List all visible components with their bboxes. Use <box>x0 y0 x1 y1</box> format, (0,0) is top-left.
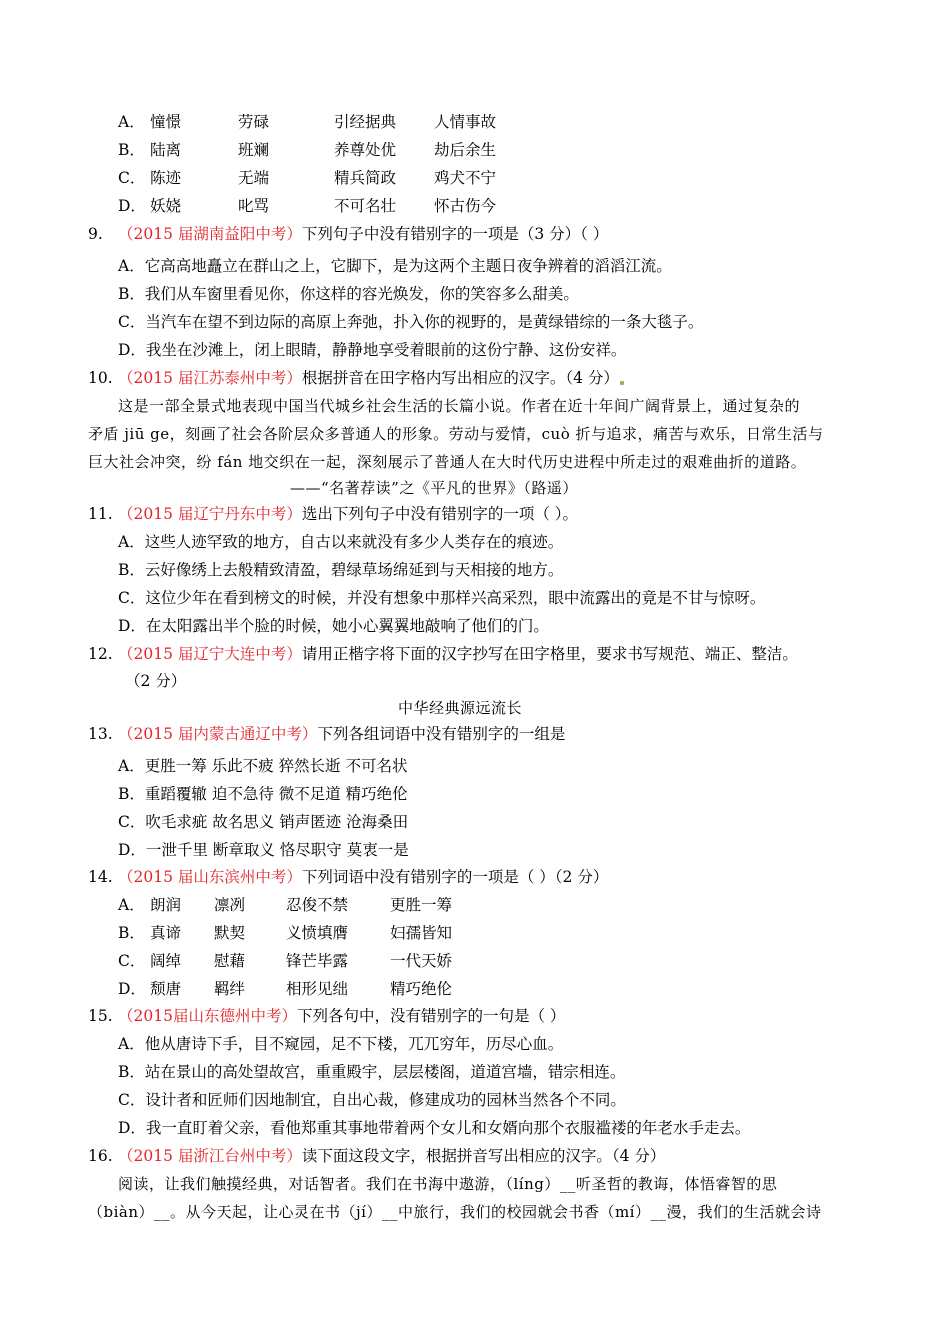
word: 陆离 <box>150 141 182 159</box>
question-stem: 下列句子中没有错别字的一项是（3 分）（ ） <box>301 225 609 243</box>
question-15-header <box>88 1005 565 1027</box>
q10-paragraph-line-3: 巨大社会冲突，纷 fán 地交织在一起，深刻展示了普通人在大时代历史进程中所走过的艰难曲折的道路。 <box>88 453 807 471</box>
word: 更胜一筹 <box>390 896 453 914</box>
q10-attribution: ——“名著荐读”之《平凡的世界》（路遥） <box>290 479 578 497</box>
word: 相形见绌 <box>286 980 349 998</box>
word: 劳碌 <box>238 113 270 131</box>
q11-option-a: A．这些人迹罕致的地方，自古以来就没有多少人类存在的痕迹。 <box>118 533 564 551</box>
question-number: 14. <box>88 868 113 886</box>
word: 朗润 <box>150 896 182 914</box>
option-letter: A． <box>118 896 145 914</box>
question-source: （2015 届浙江台州中考） <box>118 1147 302 1165</box>
option-letter: A． <box>118 113 145 131</box>
word: 阔绰 <box>150 952 182 970</box>
word: 精兵简政 <box>334 169 397 187</box>
word: 默契 <box>214 924 246 942</box>
word: 忍俊不禁 <box>286 896 349 914</box>
word: 憧憬 <box>150 113 182 131</box>
q15-option-d: D．我一直盯着父亲，看他郑重其事地带着两个女儿和女婿向那个衣服褴褛的年老水手走去。 <box>118 1119 751 1137</box>
question-10-header <box>88 367 625 389</box>
question-source: （2015 届湖南益阳中考） <box>118 225 302 243</box>
word: 不可名壮 <box>334 197 397 215</box>
question-9-header <box>88 223 608 245</box>
question-stem: 下列各句中，没有错别字的一句是（ ） <box>296 1007 566 1025</box>
question-stem: 读下面这段文字，根据拼音写出相应的汉字。（4 分） <box>301 1147 666 1165</box>
question-source: （2015 届内蒙古通辽中考） <box>118 725 318 743</box>
option-letter: C． <box>118 952 146 970</box>
question-12-header <box>88 643 798 665</box>
word: 陈迹 <box>150 169 182 187</box>
q9-option-d: D．我坐在沙滩上，闭上眼睛，静静地享受着眼前的这份宁静、这份安祥。 <box>118 341 627 359</box>
question-stem: 下列各组词语中没有错别字的一组是 <box>317 725 566 743</box>
q14-option-d <box>118 978 452 1000</box>
question-source: （2015 届江苏泰州中考） <box>118 369 302 387</box>
word: 妇孺皆知 <box>390 924 453 942</box>
word: 怀古伤今 <box>434 197 497 215</box>
q15-option-c: C．设计者和匠师们因地制宜，自出心裁，修建成功的园林当然各个不同。 <box>118 1091 626 1109</box>
q16-paragraph-line-2: （biàn）__。从今天起，让心灵在书（jí）__中旅行，我们的校园就会书香（mí）__漫，我们的生活就会诗 <box>88 1203 822 1221</box>
q12-copy-text: 中华经典源远流长 <box>398 699 523 717</box>
word: 叱骂 <box>238 197 270 215</box>
q14-option-a <box>118 894 452 916</box>
option-letter: B． <box>118 924 145 942</box>
question-11-header <box>88 503 578 525</box>
question-14-header <box>88 866 608 888</box>
option-letter: C． <box>118 169 146 187</box>
q13-option-a: A．更胜一筹 乐此不疲 猝然长逝 不可名状 <box>118 757 408 775</box>
question-source: （2015 届辽宁大连中考） <box>118 645 302 663</box>
q11-option-b: B．云好像绣上去般精致清盈，碧绿草场绵延到与天相接的地方。 <box>118 561 564 579</box>
marker-dot <box>620 381 624 385</box>
word: 真谛 <box>150 924 182 942</box>
word: 凛冽 <box>214 896 246 914</box>
question-number: 13. <box>88 725 113 743</box>
q13-option-b: B．重蹈覆辙 迫不急待 微不足道 精巧绝伦 <box>118 785 408 803</box>
word: 养尊处优 <box>334 141 397 159</box>
word: 羁绊 <box>214 980 246 998</box>
question-16-header <box>88 1145 665 1167</box>
word: 精巧绝伦 <box>390 980 453 998</box>
question-number: 15. <box>88 1007 113 1025</box>
q8-option-c <box>118 167 496 189</box>
word: 无端 <box>238 169 270 187</box>
question-number: 12. <box>88 645 113 663</box>
question-stem: 请用正楷字将下面的汉字抄写在田字格里，要求书写规范、端正、整洁。 <box>301 645 798 663</box>
question-stem: 根据拼音在田字格内写出相应的汉字。（4 分） <box>301 369 619 387</box>
q8-option-d <box>118 195 496 217</box>
question-source: （2015 届辽宁丹东中考） <box>118 505 302 523</box>
word: 锋芒毕露 <box>286 952 349 970</box>
q11-option-d: D．在太阳露出半个脸的时候，她小心翼翼地敲响了他们的门。 <box>118 617 549 635</box>
q13-option-c: C．吹毛求疵 故名思义 销声匿迹 沧海桑田 <box>118 813 409 831</box>
word: 劫后余生 <box>434 141 497 159</box>
q12-score: （2 分） <box>125 672 187 690</box>
word: 义愤填膺 <box>286 924 349 942</box>
q9-option-b: B．我们从车窗里看见你，你这样的容光焕发，你的笑容多么甜美。 <box>118 285 579 303</box>
q16-paragraph-line-1: 阅读，让我们触摸经典，对话智者。我们在书海中遨游，（líng）__听圣哲的教诲，体悟睿智的思 <box>118 1175 778 1193</box>
q14-option-c <box>118 950 452 972</box>
option-letter: D． <box>118 980 146 998</box>
q14-option-b <box>118 922 452 944</box>
q9-option-a: A．它高高地矗立在群山之上，它脚下，是为这两个主题日夜争辨着的滔滔江流。 <box>118 257 672 275</box>
question-number: 11. <box>88 505 113 523</box>
word: 引经据典 <box>334 113 397 131</box>
question-stem: 选出下列句子中没有错别字的一项（ ）。 <box>301 505 579 523</box>
word: 慰藉 <box>214 952 246 970</box>
q8-option-b <box>118 139 496 161</box>
option-letter: D． <box>118 197 146 215</box>
word: 一代天娇 <box>390 952 453 970</box>
word: 妖娆 <box>150 197 182 215</box>
question-source: （2015届山东德州中考） <box>118 1007 297 1025</box>
q15-option-b: B．站在景山的高处望故宫，重重殿宇，层层楼阁，道道宫墙，错宗相连。 <box>118 1063 626 1081</box>
word: 鸡犬不宁 <box>434 169 497 187</box>
word: 班斓 <box>238 141 270 159</box>
question-number: 16. <box>88 1147 113 1165</box>
question-number: 9. <box>88 225 103 243</box>
q10-paragraph-line-2: 矛盾 jiū ge，刻画了社会各阶层众多普通人的形象。劳动与爱情，cuò 折与追求，痛苦与欢乐，日常生活与 <box>88 425 824 443</box>
word: 人情事故 <box>434 113 497 131</box>
question-13-header <box>88 723 565 745</box>
question-source: （2015 届山东滨州中考） <box>118 868 302 886</box>
question-number: 10. <box>88 369 113 387</box>
q9-option-c: C．当汽车在望不到边际的高原上奔弛，扑入你的视野的，是黄绿错综的一条大毯子。 <box>118 313 704 331</box>
option-letter: B． <box>118 141 145 159</box>
q15-option-a: A．他从唐诗下手，目不窥园，足不下楼，兀兀穷年，历尽心血。 <box>118 1035 564 1053</box>
q11-option-c: C．这位少年在看到榜文的时候，并没有想象中那样兴高采烈，眼中流露出的竟是不甘与惊呀。 <box>118 589 766 607</box>
q10-paragraph-line-1: 这是一部全景式地表现中国当代城乡社会生活的长篇小说。作者在近十年间广阔背景上，通过复杂的 <box>118 397 801 415</box>
q8-option-a <box>118 111 496 133</box>
q13-option-d: D．一泄千里 断章取义 恪尽职守 莫衷一是 <box>118 841 409 859</box>
word: 颓唐 <box>150 980 182 998</box>
question-stem: 下列词语中没有错别字的一项是（ ）（2 分） <box>301 868 609 886</box>
